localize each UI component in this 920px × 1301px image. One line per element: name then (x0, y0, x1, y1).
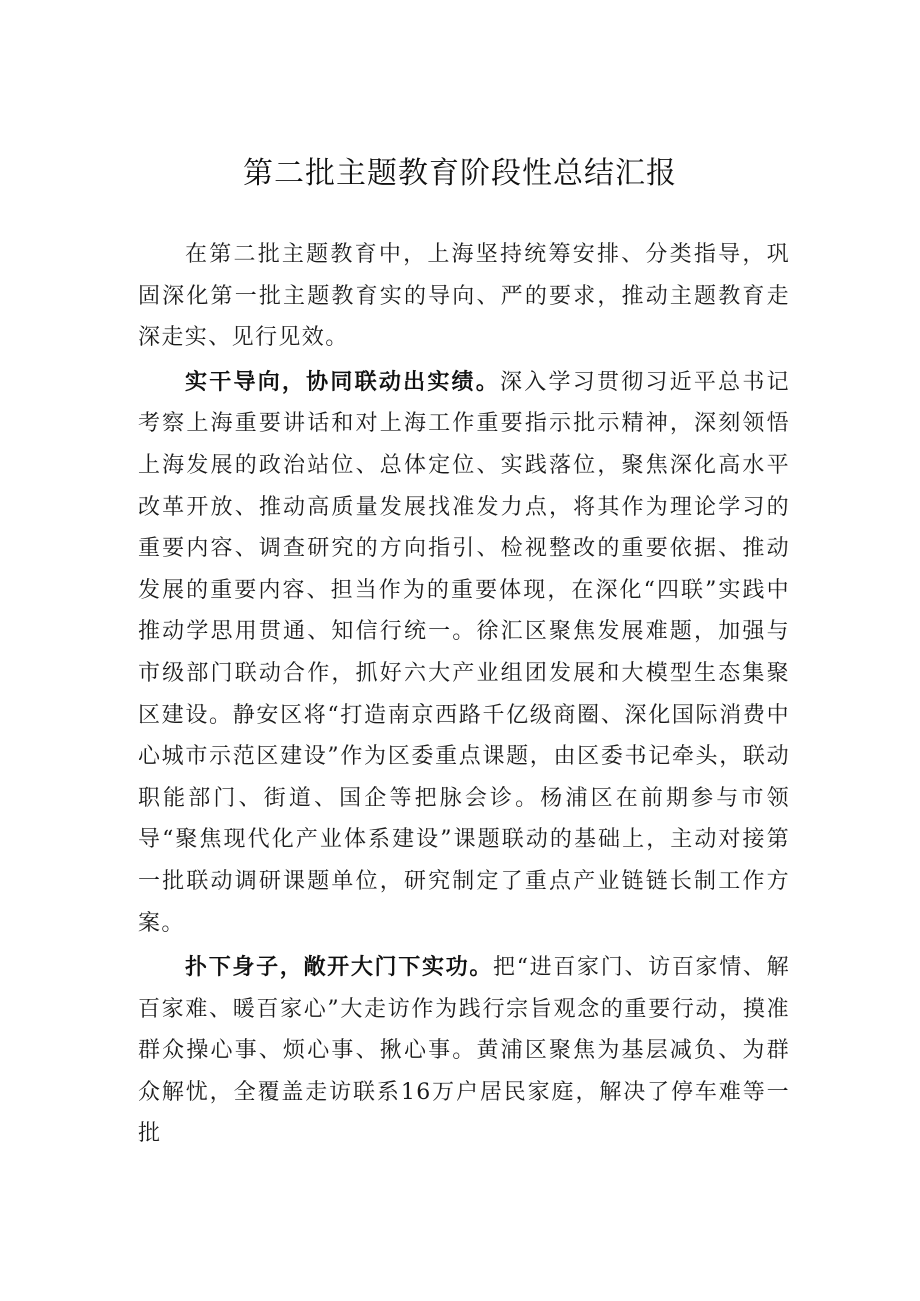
section-1-heading: 实干导向，协同联动出实绩。 (185, 369, 501, 395)
document-title: 第二批主题教育阶段性总结汇报 (243, 156, 677, 191)
paragraph-section-1 (138, 362, 790, 944)
paragraph-intro-text: 在第二批主题教育中，上海坚持统筹安排、分类指导，巩固深化第一批主题教育实的导向、严的要求，推动主题教育走深走实、见行见效。 (138, 242, 790, 351)
section-2-heading: 扑下身子，敞开大门下实功。 (185, 955, 494, 981)
section-1-text: 深入学习贯彻习近平总书记考察上海重要讲话和对上海工作重要指示批示精神，深刻领悟上海发展的政治站位、总体定位、实践落位，聚焦深化高水平改革开放、推动高质量发展找准发力点，将其作为理论学习的重要内容、调查研究的方向指引、检视整改的重要依据、推动发展的重要内容、担当作为的重要体现，在深化“四联”实践中推动学思用贯通、知信行统一。徐汇区聚焦发展难题，加强与市级部门联动合作，抓好六大产业组团发展和大模型生态集聚区建设。静安区将“打造南京西路千亿级商圈、深化国际消费中心城市示范区建设”作为区委重点课题，由区委书记牵头，联动职能部门、街道、国企等把脉会诊。杨浦区在前期参与市领导“聚焦现代化产业体系建设”课题联动的基础上，主动对接第一批联动调研课题单位，研究制定了重点产业链链长制工作方案。 (138, 369, 790, 936)
paragraph-section-2 (138, 947, 790, 1155)
document-body (138, 234, 790, 1158)
paragraph-intro (138, 234, 790, 359)
section-2-text: 把“进百家门、访百家情、解百家难、暖百家心”大走访作为践行宗旨观念的重要行动，摸准群众操心事、烦心事、揪心事。黄浦区聚焦为基层减负、为群众解忧，全覆盖走访联系16万户居民家庭，解决了停车难等一批 (138, 955, 791, 1147)
